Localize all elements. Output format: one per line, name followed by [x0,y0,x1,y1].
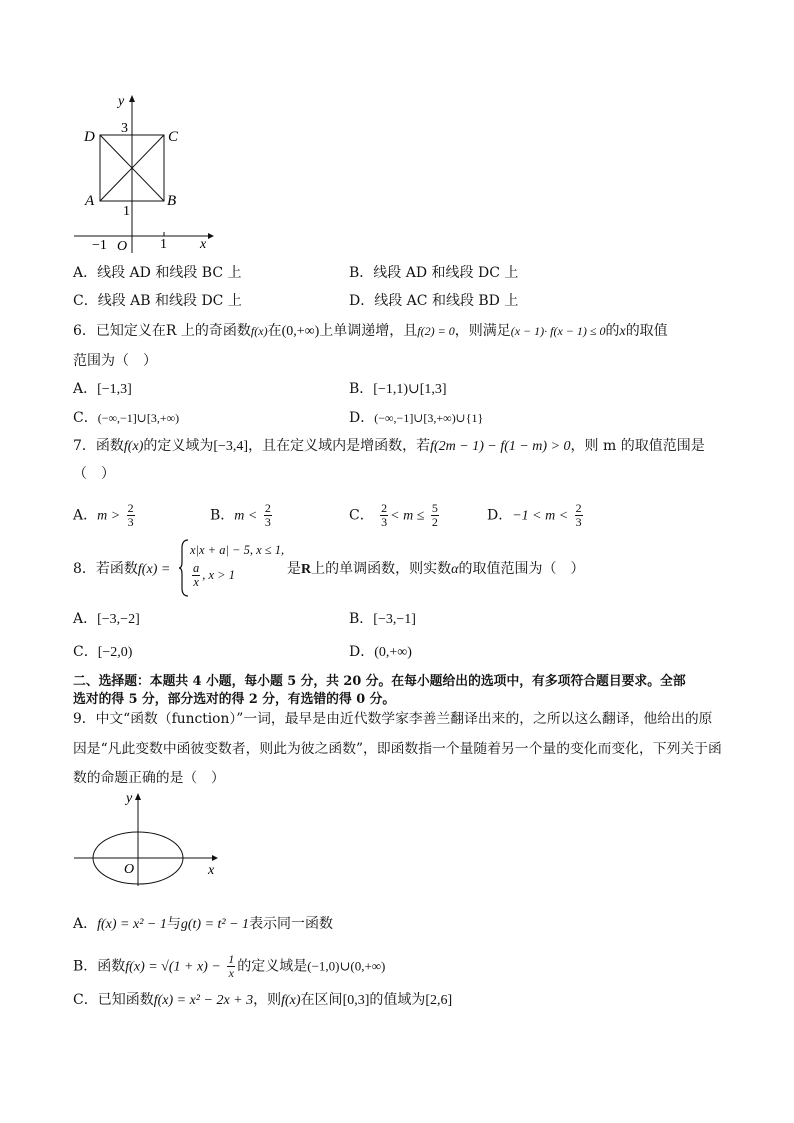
square-figure [70,88,220,258]
q6-option-a: A．[−1,3] [73,381,132,397]
q9-option-c: C．已知函数f(x) = x² − 2x + 3，则f(x)在区间[0,3]的值域为[2,6] [73,992,453,1008]
q7-option-d: D．−1 < m < $\frac{2}{3}$ [487,501,582,529]
q6-stem-line1: 6．已知定义在R 上的奇函数f(x)在(0,+∞)上单调递增，且f(2) = 0，则满足(x − 1)· f(x − 1) ≤ 0的x的取值 [73,323,668,339]
x-axis-arrow [212,855,218,861]
q7-stem-line1: 7．函数f(x)的定义域为[−3,4]，且在定义域内是增函数，若f(2m − 1) − f(1 − m) > 0，则 m 的取值范围是 [73,438,705,454]
q9-stem-line3: 数的命题正确的是（ ） [73,770,225,786]
q5-option-d: D．线段 AC 和线段 BD 上 [349,293,519,309]
q9-stem-line2: 因是“凡此变数中函彼变数者，则此为彼之函数”，即函数指一个量随着另一个量的变化而变化，下列关于函 [73,741,722,757]
axis-y-label: y [126,791,133,806]
tick-1-y: 1 [123,204,130,219]
tick-1-x: 1 [160,237,167,252]
q9-option-b: B．函数f(x) = √(1 + x) − $\frac{1}{x}$ 的定义域是(−1,0)∪(0,+∞) [73,952,386,980]
q8-option-d: D．(0,+∞) [349,644,412,660]
y-axis-arrow [129,95,135,102]
label-a: A [85,193,95,209]
q6-option-c: C．(−∞,−1]∪[3,+∞) [73,410,180,426]
tick-neg1: −1 [92,238,107,253]
section2-heading-line1: 二、选择题：本题共 4 小题，每小题 5 分，共 20 分。在每小题给出的选项中，有多项符合题目要求。全部 [73,674,686,689]
q8-case1: x|x + a| − 5, x ≤ 1, [190,543,285,557]
q9-stem-line1: 9．中文“函数（function）”一词，最早是由近代数学家李善兰翻译出来的，之所以这么翻译，他给出的原 [73,711,713,727]
q8-option-c: C．[−2,0) [73,644,133,660]
q7-option-c: C． $\frac{2}{3}$ < m ≤ $\frac{5}{2}$ [349,501,438,529]
q6-stem-line2: 范围为（ ） [73,353,157,369]
q8-case2: $\frac{a}{x}$ , x > 1 [193,561,235,589]
origin-label: O [124,862,135,877]
q7-option-b: B．m < $\frac{2}{3}$ [210,501,271,529]
q7-stem-line2: （ ） [73,466,115,482]
x-axis-arrow [208,233,214,239]
q5-option-c: C．线段 AB 和线段 DC 上 [73,293,242,309]
q6-option-b: B．[−1,1)∪[1,3] [349,381,447,397]
q9-option-a: A．f(x) = x² − 1与g(t) = t² − 1表示同一函数 [73,916,334,932]
label-b: B [167,193,177,209]
section2-heading-line2: 选对的得 5 分，部分选对的得 2 分，有选错的得 0 分。 [73,692,396,707]
q5-option-a: A．线段 AD 和线段 BC 上 [73,265,242,281]
q8-stem-lead: 8．若函数f(x) = [73,561,171,577]
origin-label: O [117,239,128,254]
tick-3: 3 [121,121,128,136]
q8-option-a: A．[−3,−2] [73,611,140,627]
axis-x-label: x [200,237,207,252]
piecewise-brace [178,538,190,598]
label-d: D [84,129,95,145]
q8-option-b: B．[−3,−1] [349,611,416,627]
ellipse-figure [70,788,230,888]
q6-option-d: D．(−∞,−1]∪[3,+∞)∪{1} [349,410,484,426]
q8-stem-tail: 是R上的单调函数，则实数α的取值范围为（ ） [287,561,585,577]
y-axis-arrow [135,793,141,800]
q7-option-a: A．m > $\frac{2}{3}$ [73,501,134,529]
q5-option-b: B．线段 AD 和线段 DC 上 [349,265,519,281]
axis-y-label: y [118,94,125,109]
label-c: C [168,129,179,145]
axis-x-label: x [208,863,215,878]
